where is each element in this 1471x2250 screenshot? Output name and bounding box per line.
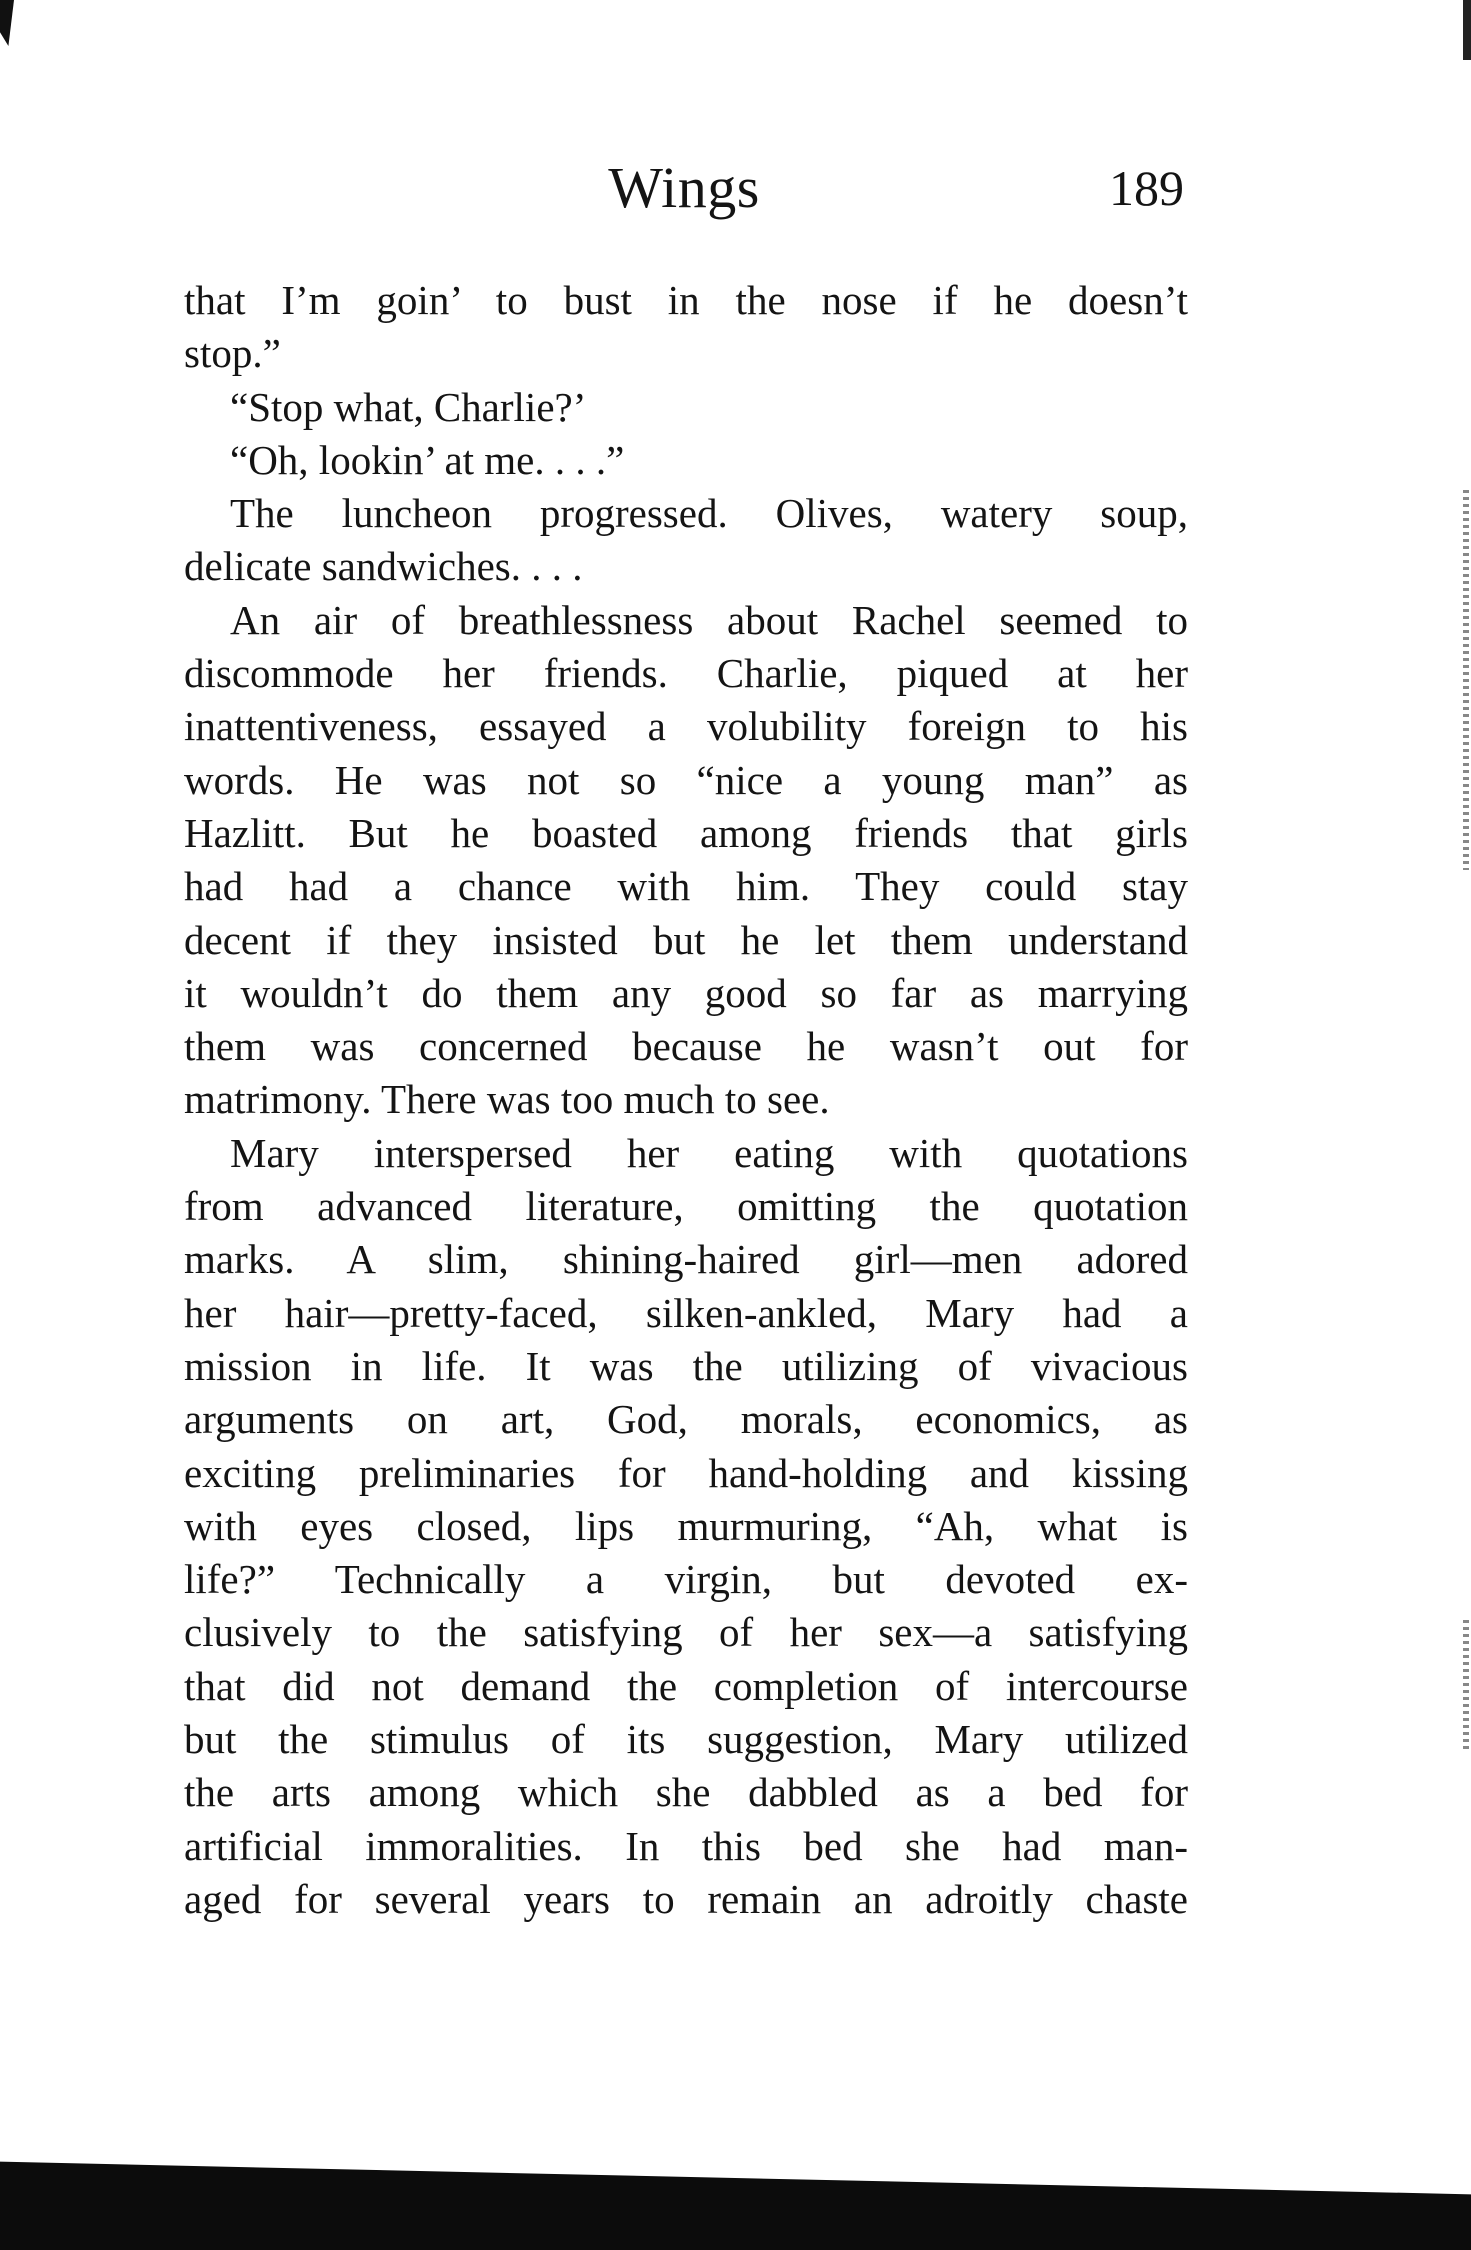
text-line: words. He was not so “nice a young man” as: [184, 756, 1188, 803]
text-line: the arts among which she dabbled as a bed for: [184, 1769, 1188, 1816]
text-line: her hair—pretty-faced, silken-ankled, Mary had a: [184, 1289, 1188, 1336]
running-title: Wings: [608, 155, 760, 220]
text-line: stop.”: [184, 330, 281, 377]
text-line: artificial immoralities. In this bed she had man-: [184, 1822, 1188, 1869]
text-line: with eyes closed, lips murmuring, “Ah, what is: [184, 1502, 1188, 1549]
text-line: them was concerned because he wasn’t out for: [184, 1023, 1188, 1070]
page-header: [184, 148, 1184, 228]
page-number: 189: [1109, 160, 1184, 216]
text-line: discommode her friends. Charlie, piqued at her: [184, 650, 1188, 697]
text-line: decent if they insisted but he let them understand: [184, 916, 1188, 963]
scan-edge-mark: [1463, 1620, 1469, 1750]
text-line: delicate sandwiches. . . .: [184, 543, 583, 590]
text-line: that did not demand the completion of intercourse: [184, 1662, 1188, 1709]
text-line: An air of breathlessness about Rachel seemed to: [230, 596, 1188, 643]
text-line: Hazlitt. But he boasted among friends that girls: [184, 809, 1188, 856]
scan-edge-mark: [0, 0, 14, 46]
text-line: from advanced literature, omitting the quotation: [184, 1183, 1188, 1230]
text-line: “Oh, lookin’ at me. . . .”: [230, 436, 625, 483]
text-line: matrimony. There was too much to see.: [184, 1076, 830, 1123]
text-line: marks. A slim, shining-haired girl—men adored: [184, 1236, 1188, 1283]
scan-edge-mark: [1463, 0, 1471, 60]
text-line: but the stimulus of its suggestion, Mary utilized: [184, 1716, 1188, 1763]
text-line: had had a chance with him. They could stay: [184, 863, 1188, 910]
text-line: “Stop what, Charlie?’: [230, 383, 587, 430]
text-line: life?” Technically a virgin, but devoted ex-: [184, 1556, 1188, 1603]
text-line: clusively to the satisfying of her sex—a satisfying: [184, 1609, 1188, 1656]
text-line: aged for several years to remain an adroitly chaste: [184, 1875, 1188, 1922]
body-text: [184, 274, 1188, 1926]
text-line: that I’m goin’ to bust in the nose if he doesn’t: [184, 277, 1188, 323]
text-line: arguments on art, God, morals, economics, as: [184, 1396, 1188, 1443]
text-line: Mary interspersed her eating with quotations: [230, 1129, 1188, 1176]
text-line: inattentiveness, essayed a volubility foreign to his: [184, 703, 1188, 750]
text-line: exciting preliminaries for hand-holding and kissing: [184, 1449, 1188, 1496]
text-line: mission in life. It was the utilizing of vivacious: [184, 1342, 1188, 1389]
text-line: it wouldn’t do them any good so far as marrying: [184, 969, 1188, 1016]
scan-edge-mark: [1463, 490, 1469, 870]
scan-bottom-edge: [0, 2154, 1471, 2250]
text-line: The luncheon progressed. Olives, watery soup,: [230, 490, 1188, 537]
